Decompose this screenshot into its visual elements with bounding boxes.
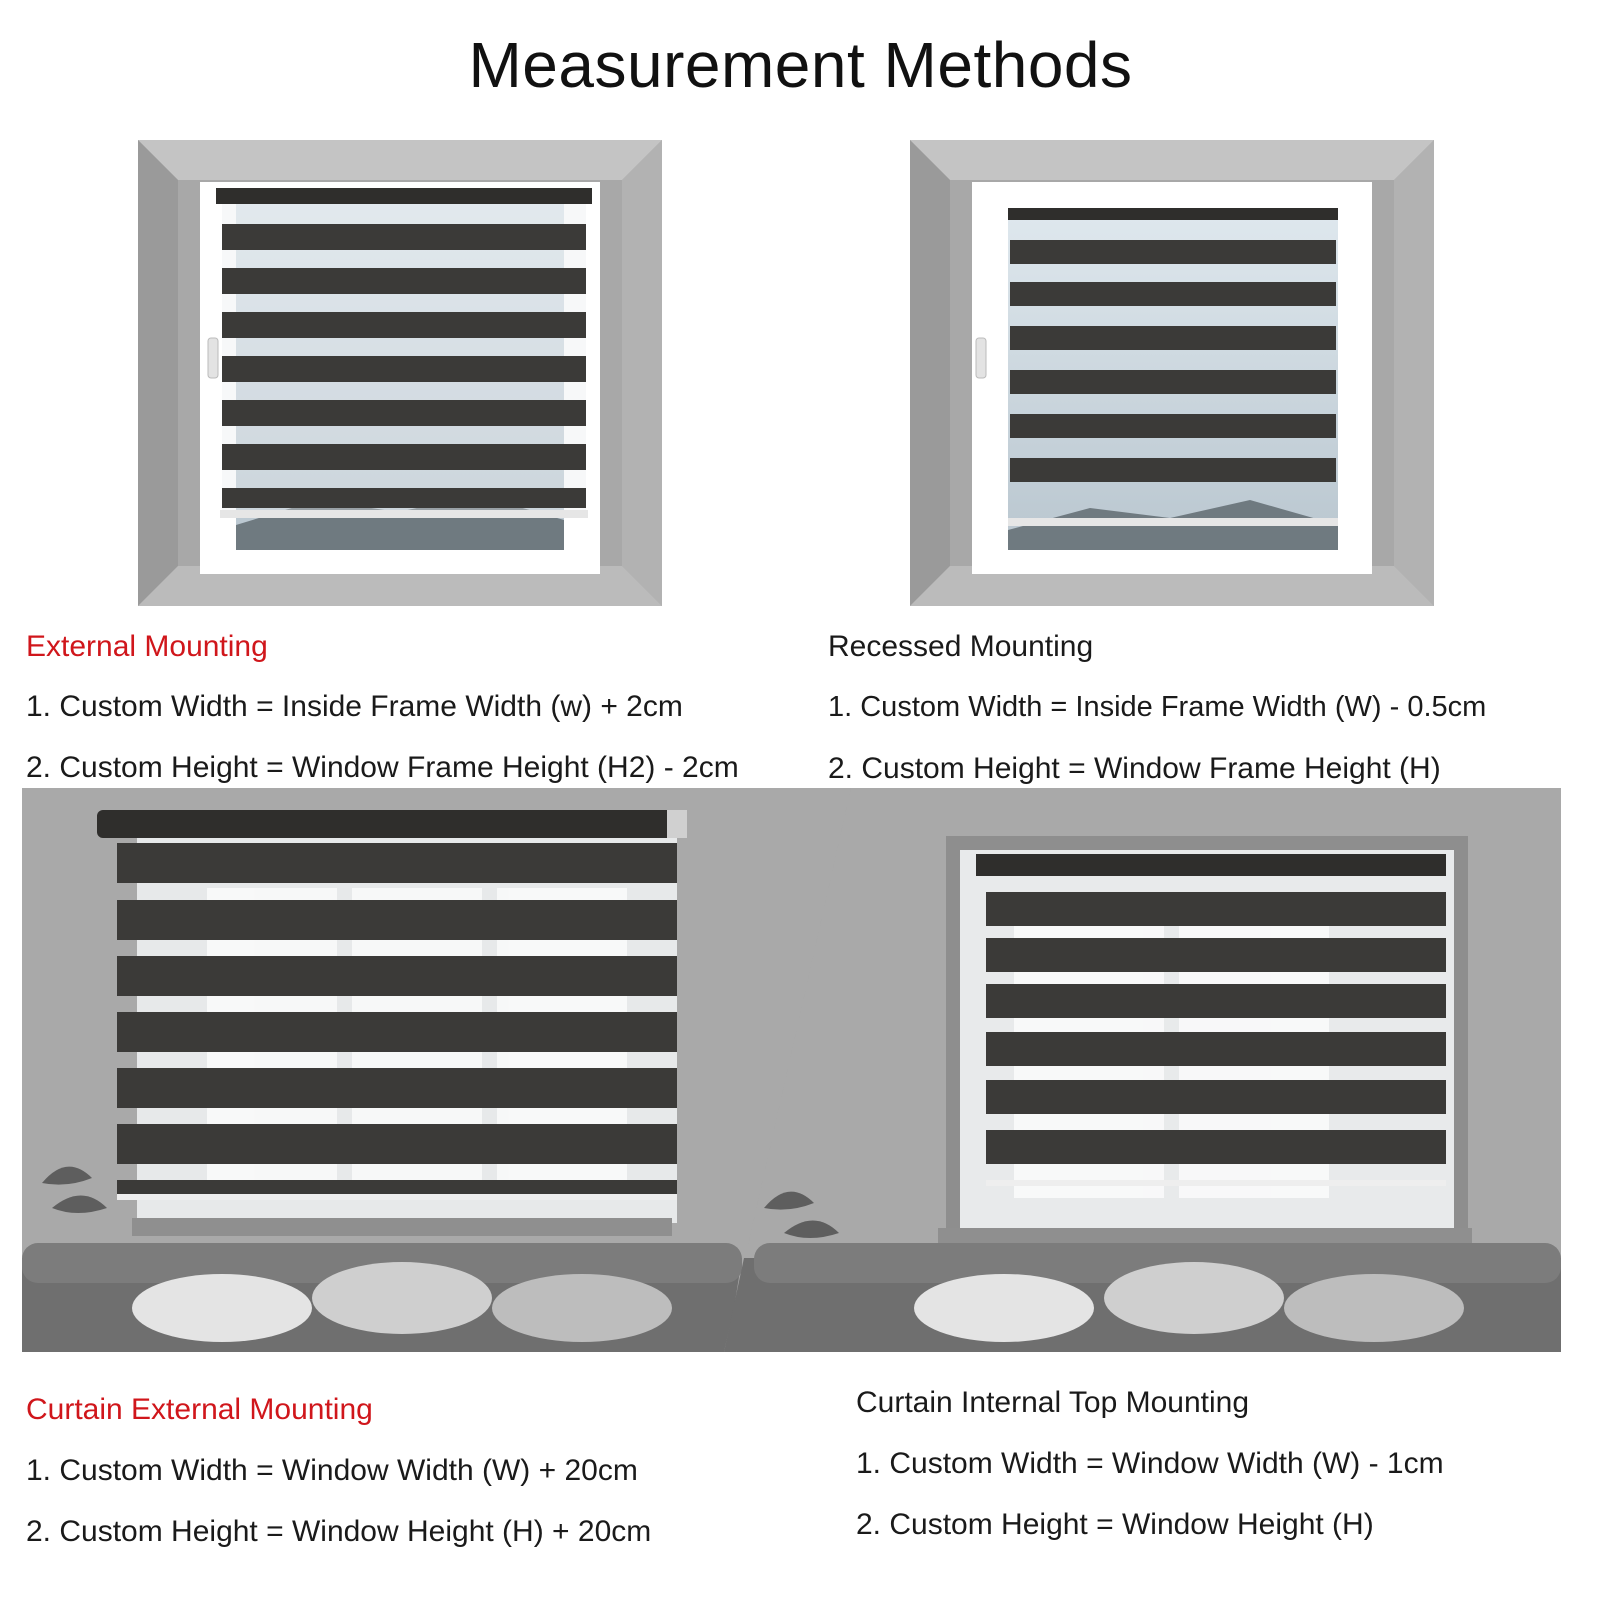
recessed-mounting-height-formula: 2. Custom Height = Window Frame Height (H) [828, 752, 1441, 785]
curtain-external-height-formula: 2. Custom Height = Window Height (H) + 20cm [26, 1515, 652, 1548]
curtain-external-width-formula: 1. Custom Width = Window Width (W) + 20cm [26, 1454, 638, 1487]
external-mounting-heading: External Mounting [26, 630, 268, 663]
external-mounting-illustration [138, 140, 662, 606]
recessed-mounting-heading: Recessed Mounting [828, 630, 1094, 663]
curtain-internal-top-mounting-illustration [724, 788, 1561, 1352]
recessed-mounting-illustration [910, 140, 1434, 606]
recessed-mounting-width-formula: 1. Custom Width = Inside Frame Width (W) - 0.5cm [828, 691, 1487, 723]
external-mounting-height-formula: 2. Custom Height = Window Frame Height (H2) - 2cm [26, 751, 739, 784]
external-mounting-width-formula: 1. Custom Width = Inside Frame Width (w) + 2cm [26, 690, 683, 723]
curtain-internal-width-formula: 1. Custom Width = Window Width (W) - 1cm [856, 1447, 1444, 1480]
curtain-internal-top-mounting-heading: Curtain Internal Top Mounting [856, 1386, 1250, 1419]
curtain-internal-height-formula: 2. Custom Height = Window Height (H) [856, 1508, 1374, 1541]
page-title: Measurement Methods [468, 29, 1133, 101]
curtain-external-mounting-heading: Curtain External Mounting [26, 1393, 373, 1426]
